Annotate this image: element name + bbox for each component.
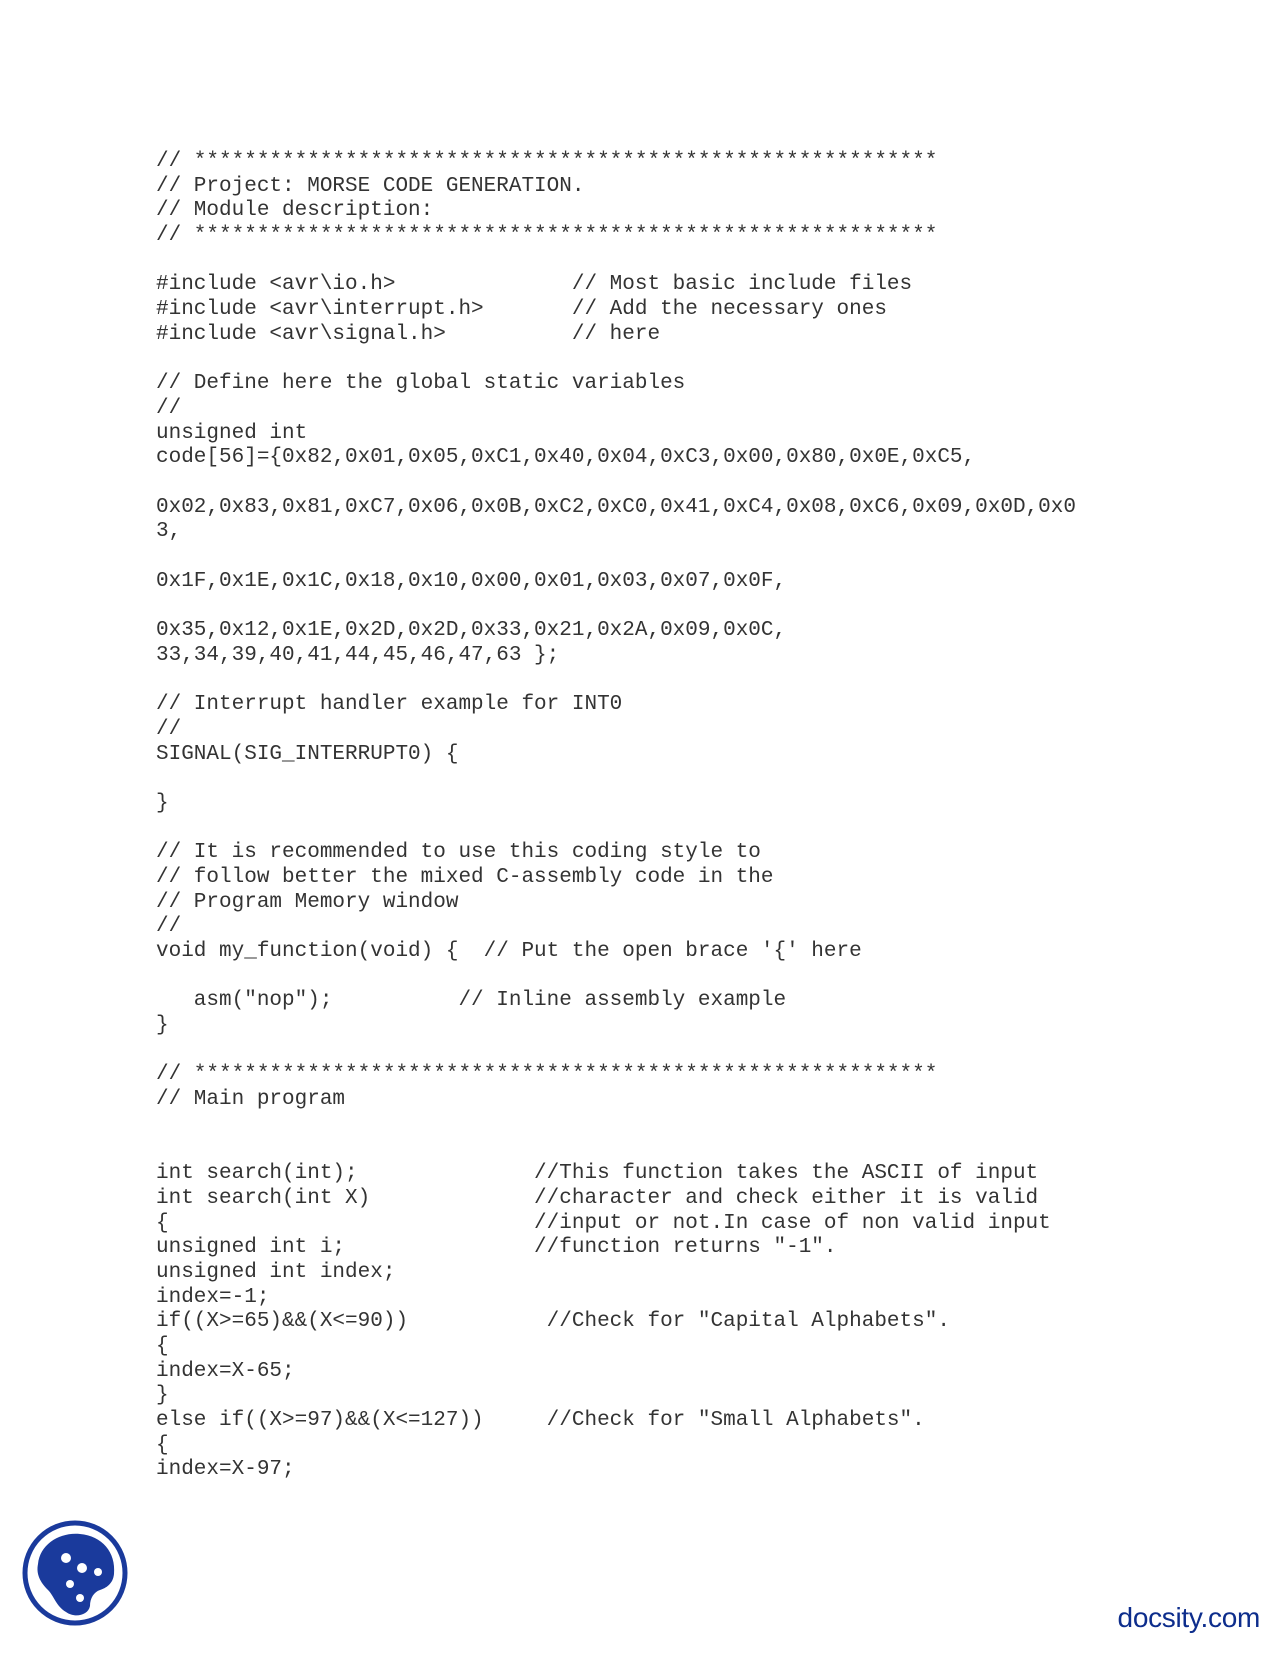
code-line: // Module description: [156, 199, 434, 223]
code-line: // [156, 717, 182, 741]
code-line: // Define here the global static variables [156, 372, 686, 396]
code-line: } [156, 791, 169, 815]
code-line: 3, [156, 520, 182, 544]
code-line: SIGNAL(SIG_INTERRUPT0) { [156, 742, 459, 766]
code-line [156, 545, 1266, 570]
code-line: index=X-65; [156, 1359, 295, 1383]
source-code-listing [156, 150, 1266, 1483]
docsity-logo-icon [20, 1518, 130, 1628]
code-line: // [156, 915, 182, 939]
code-line: #include <avr\interrupt.h> // Add the necessary ones [156, 298, 887, 322]
code-line [156, 668, 1266, 693]
code-line: int search(int X) //character and check either it is valid [156, 1186, 1039, 1210]
code-line: // follow better the mixed C-assembly code in the [156, 865, 774, 889]
code-line: { [156, 1335, 169, 1358]
code-line [156, 817, 1266, 842]
code-line: // Main program [156, 1088, 346, 1112]
code-line [156, 1113, 1266, 1138]
code-line: #include <avr\io.h> // Most basic include files [156, 273, 913, 297]
code-line [156, 1039, 1266, 1064]
code-line [156, 767, 1266, 792]
code-line [156, 1138, 1266, 1163]
code-line: asm("nop"); // Inline assembly example [156, 989, 787, 1013]
code-line: index=-1; [156, 1285, 270, 1309]
code-line: #include <avr\signal.h> // here [156, 322, 661, 346]
code-line [156, 249, 1266, 274]
code-line: { [156, 1433, 169, 1457]
code-line: 0x1F,0x1E,0x1C,0x18,0x10,0x00,0x01,0x03,0x07,0x0F, [156, 569, 787, 593]
code-line: // *********************************************************** [156, 224, 938, 248]
code-line: if((X>=65)&&(X<=90)) //Check for "Capital Alphabets". [156, 1310, 950, 1334]
code-line: unsigned int [156, 421, 308, 445]
code-line: { //input or not.In case of non valid input [156, 1211, 1051, 1235]
code-line: // Interrupt handler example for INT0 [156, 693, 623, 717]
docsity-brand-text[interactable]: docsity.com [1117, 1602, 1260, 1633]
code-line: 0x02,0x83,0x81,0xC7,0x06,0x0B,0xC2,0xC0,0x41,0xC4,0x08,0xC6,0x09,0x0D,0x0 [156, 495, 1076, 519]
code-line: 33,34,39,40,41,44,45,46,47,63 }; [156, 643, 560, 667]
code-line: // *********************************************************** [156, 150, 938, 173]
code-line: // It is recommended to use this coding style to [156, 841, 761, 865]
code-line: 0x35,0x12,0x1E,0x2D,0x2D,0x33,0x21,0x2A,0x09,0x0C, [156, 619, 787, 643]
code-line: void my_function(void) { // Put the open brace '{' here [156, 940, 862, 963]
code-line: } [156, 1384, 169, 1408]
code-line: unsigned int index; [156, 1260, 396, 1284]
code-line [156, 594, 1266, 619]
code-line: // Project: MORSE CODE GENERATION. [156, 174, 585, 198]
code-line: index=X-97; [156, 1458, 295, 1482]
code-line: // [156, 396, 182, 420]
code-line [156, 348, 1266, 373]
code-line [156, 965, 1266, 990]
code-line: code[56]={0x82,0x01,0x05,0xC1,0x40,0x04,0xC3,0x00,0x80,0x0E,0xC5, [156, 446, 976, 470]
code-line: unsigned int i; //function returns "-1". [156, 1236, 837, 1260]
code-line: else if((X>=97)&&(X<=127)) //Check for "Small Alphabets". [156, 1409, 925, 1433]
code-line: int search(int); //This function takes the ASCII of input [156, 1162, 1039, 1186]
code-line: // *********************************************************** [156, 1063, 938, 1087]
code-line: } [156, 1014, 169, 1038]
code-line [156, 471, 1266, 496]
code-line: // Program Memory window [156, 890, 459, 914]
